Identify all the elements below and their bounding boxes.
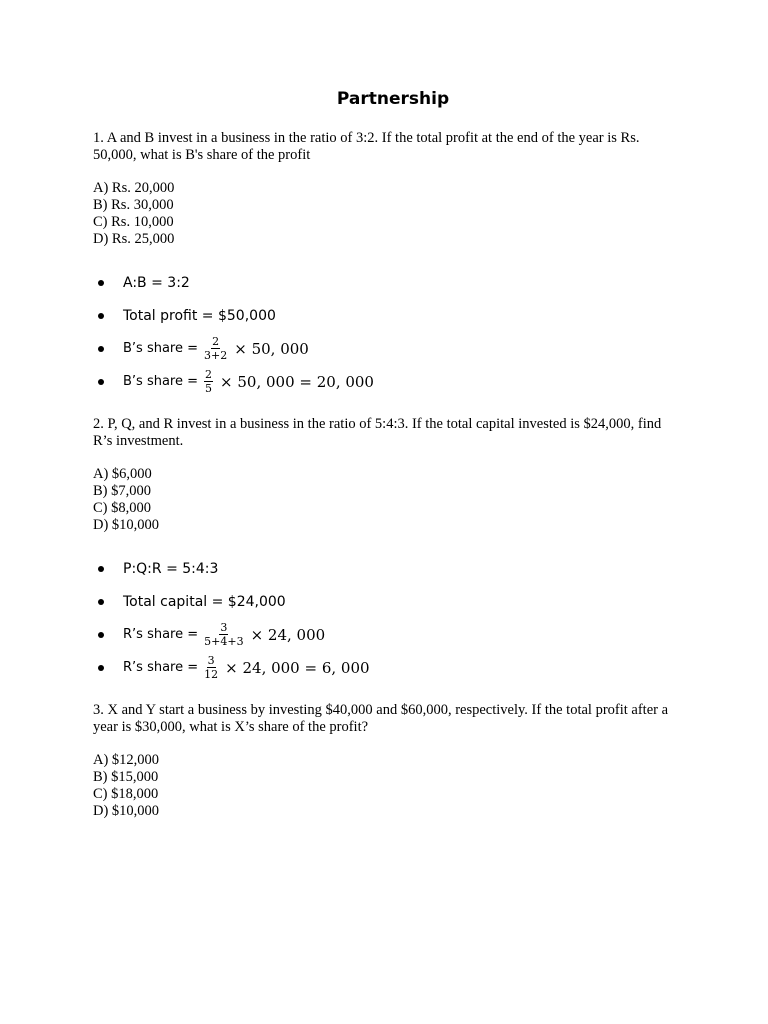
solution-step <box>93 651 683 684</box>
bullet-icon <box>98 313 104 319</box>
page-title: Partnership <box>336 89 450 109</box>
option-d: D) Rs. 25,000 <box>93 231 175 247</box>
solution-label: R’s share = <box>123 627 199 642</box>
solution-list <box>93 266 683 398</box>
bullet-icon <box>98 346 104 352</box>
fraction <box>204 655 218 680</box>
fraction <box>204 622 243 647</box>
fraction-numerator: 2 <box>212 335 220 348</box>
option-b: B) $7,000 <box>93 483 151 499</box>
fraction <box>204 336 227 361</box>
solution-text: A:B = 3:2 <box>123 274 190 291</box>
question-block-3 <box>93 702 683 820</box>
question-text: 3. X and Y start a business by investing $40,000 and $60,000, respectively. If the total profit after a year is $30,000, what is X’s share of the profit? <box>93 702 669 735</box>
fraction-denominator: 12 <box>204 668 219 681</box>
document-page <box>93 88 683 820</box>
math-expression: × 24, 000 <box>250 625 326 644</box>
fraction-numerator: 3 <box>207 654 215 667</box>
solution-text: Total profit = $50,000 <box>123 307 276 324</box>
option-a: A) $6,000 <box>93 466 152 482</box>
bullet-icon <box>98 632 104 638</box>
options-list <box>93 752 683 820</box>
solution-step <box>93 618 683 651</box>
option-c: C) Rs. 10,000 <box>93 214 174 230</box>
solution-step <box>93 585 683 618</box>
solution-text: P:Q:R = 5:4:3 <box>123 560 219 577</box>
option-d: D) $10,000 <box>93 803 160 819</box>
math-expression: × 50, 000 = 20, 000 <box>220 372 374 391</box>
solution-label: R’s share = <box>123 660 199 675</box>
option-c: C) $8,000 <box>93 500 151 516</box>
bullet-icon <box>98 379 104 385</box>
bullet-icon <box>98 599 104 605</box>
question-text: 2. P, Q, and R invest in a business in the ratio of 5:4:3. If the total capital invested is $24,000, find R’s investment. <box>93 416 662 449</box>
question-block-1 <box>93 130 683 398</box>
solution-step <box>93 365 683 398</box>
solution-label: B’s share = <box>123 341 199 356</box>
solution-step <box>93 299 683 332</box>
option-b: B) $15,000 <box>93 769 159 785</box>
fraction-numerator: 3 <box>220 621 228 634</box>
fraction-denominator: 3+2 <box>204 349 228 362</box>
bullet-icon <box>98 665 104 671</box>
question-block-2 <box>93 416 683 684</box>
fraction-denominator: 5 <box>205 382 213 395</box>
solution-step <box>93 266 683 299</box>
option-a: A) $12,000 <box>93 752 160 768</box>
solution-label: B’s share = <box>123 374 199 389</box>
solution-text: Total capital = $24,000 <box>123 593 286 610</box>
solution-step <box>93 332 683 365</box>
math-expression: × 24, 000 = 6, 000 <box>225 658 370 677</box>
option-b: B) Rs. 30,000 <box>93 197 174 213</box>
option-c: C) $18,000 <box>93 786 159 802</box>
solution-step <box>93 552 683 585</box>
question-text: 1. A and B invest in a business in the ratio of 3:2. If the total profit at the end of the year is Rs. 50,000, what is B's share of the profit <box>93 130 640 163</box>
bullet-icon <box>98 280 104 286</box>
option-d: D) $10,000 <box>93 517 160 533</box>
options-list <box>93 466 683 534</box>
option-a: A) Rs. 20,000 <box>93 180 175 196</box>
options-list <box>93 180 683 248</box>
math-expression: × 50, 000 <box>234 339 309 358</box>
fraction-numerator: 2 <box>205 368 213 381</box>
bullet-icon <box>98 566 104 572</box>
solution-list <box>93 552 683 684</box>
fraction-denominator: 5+4+3 <box>204 635 244 648</box>
fraction <box>204 369 213 394</box>
